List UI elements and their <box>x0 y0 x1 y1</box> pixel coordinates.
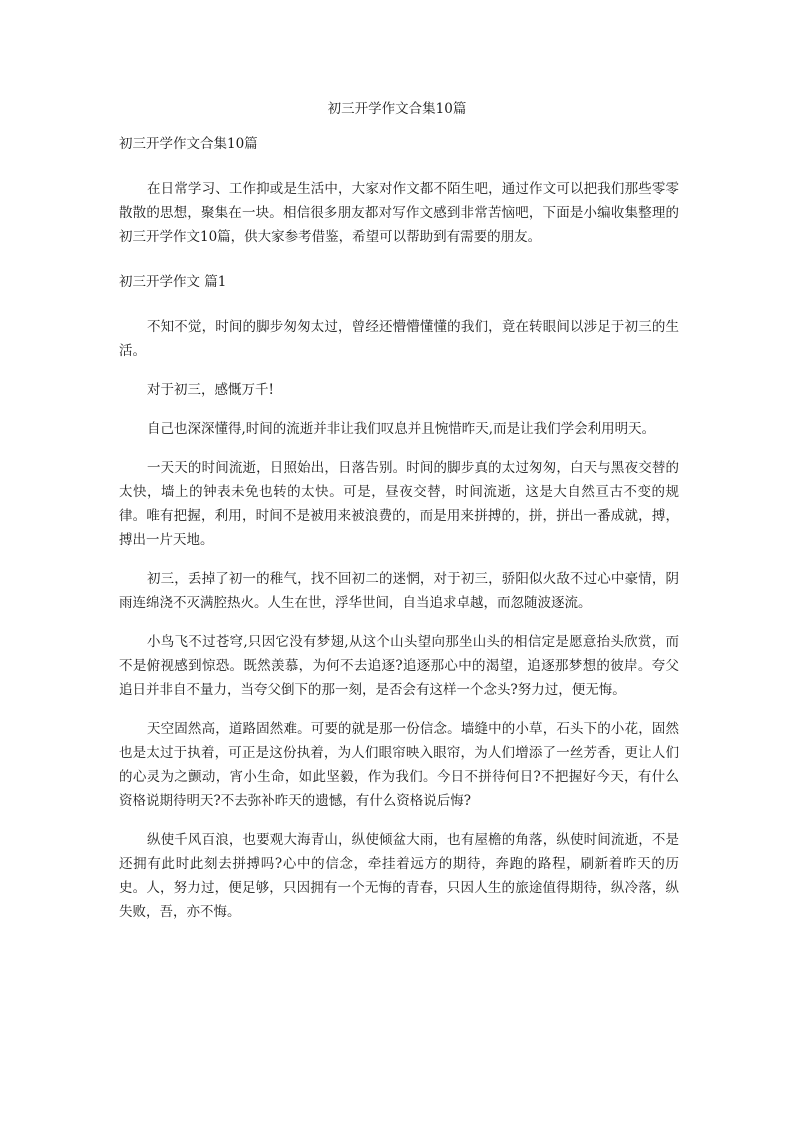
body-paragraph: 一天天的时间流逝，日照始出，日落告别。时间的脚步真的太过匆匆，白天与黑夜交替的太快，墙上的钟表未免也转的太快。可是，昼夜交替，时间流逝，这是大自然亘古不变的规律。唯有把握，利用，时间不是被用来被浪费的，而是用来拼搏的，拼，拼出一番成就，搏，搏出一片天地。 <box>119 460 679 548</box>
document-subtitle: 初三开学作文合集10篇 <box>119 136 258 152</box>
body-paragraph: 纵使千风百浪，也要观大海青山，纵使倾盆大雨，也有屋檐的角落，纵使时间流逝，不是还拥有此时此刻去拼搏吗?心中的信念，牵挂着远方的期待，奔跑的路程，刷新着昨天的历史。人，努力过，便足够，只因拥有一个无悔的青春，只因人生的旅途值得期待，纵冷落，纵失败，吾，亦不悔。 <box>119 832 679 920</box>
body-paragraph: 对于初三，感慨万千! <box>147 382 274 398</box>
document-title: 初三开学作文合集10篇 <box>327 101 467 117</box>
document-body <box>119 133 679 924</box>
section-heading: 初三开学作文 篇1 <box>119 274 227 290</box>
body-paragraph: 初三，丢掉了初一的稚气，找不回初二的迷惘，对于初三，骄阳似火敌不过心中豪情，阴雨连绵浇不灭满腔热火。人生在世，浮华世间，自当追求卓越，而忽随波逐流。 <box>119 571 679 611</box>
body-paragraph: 不知不觉，时间的脚步匆匆太过，曾经还懵懵懂懂的我们，竟在转眼间以涉足于初三的生活。 <box>119 319 679 359</box>
intro-paragraph: 在日常学习、工作抑或是生活中，大家对作文都不陌生吧，通过作文可以把我们那些零零散散的思想，聚集在一块。相信很多朋友都对写作文感到非常苦恼吧，下面是小编收集整理的初三开学作文10篇，供大家参考借鉴，希望可以帮助到有需要的朋友。 <box>119 181 679 245</box>
body-paragraph: 小鸟飞不过苍穹,只因它没有梦翅,从这个山头望向那坐山头的相信定是愿意抬头欣赏，而不是俯视感到惊恐。既然羡慕，为何不去追逐?追逐那心中的渴望，追逐那梦想的彼岸。夸父追日并非自不量力，当夸父倒下的那一刻，是否会有这样一个念头?努力过，便无悔。 <box>119 634 679 698</box>
body-paragraph: 自己也深深懂得,时间的流逝并非让我们叹息并且惋惜昨天,而是让我们学会利用明天。 <box>147 421 656 437</box>
body-paragraph: 天空固然高，道路固然难。可要的就是那一份信念。墙缝中的小草，石头下的小花，固然也是太过于执着，可正是这份执着，为人们眼帘映入眼帘，为人们增添了一丝芳香，更让人们的心灵为之颤动，宵小生命，如此坚毅，作为我们。今日不拼待何日?不把握好今天，有什么资格说期待明天?不去弥补昨天的遗憾，有什么资格说后悔? <box>119 721 679 809</box>
